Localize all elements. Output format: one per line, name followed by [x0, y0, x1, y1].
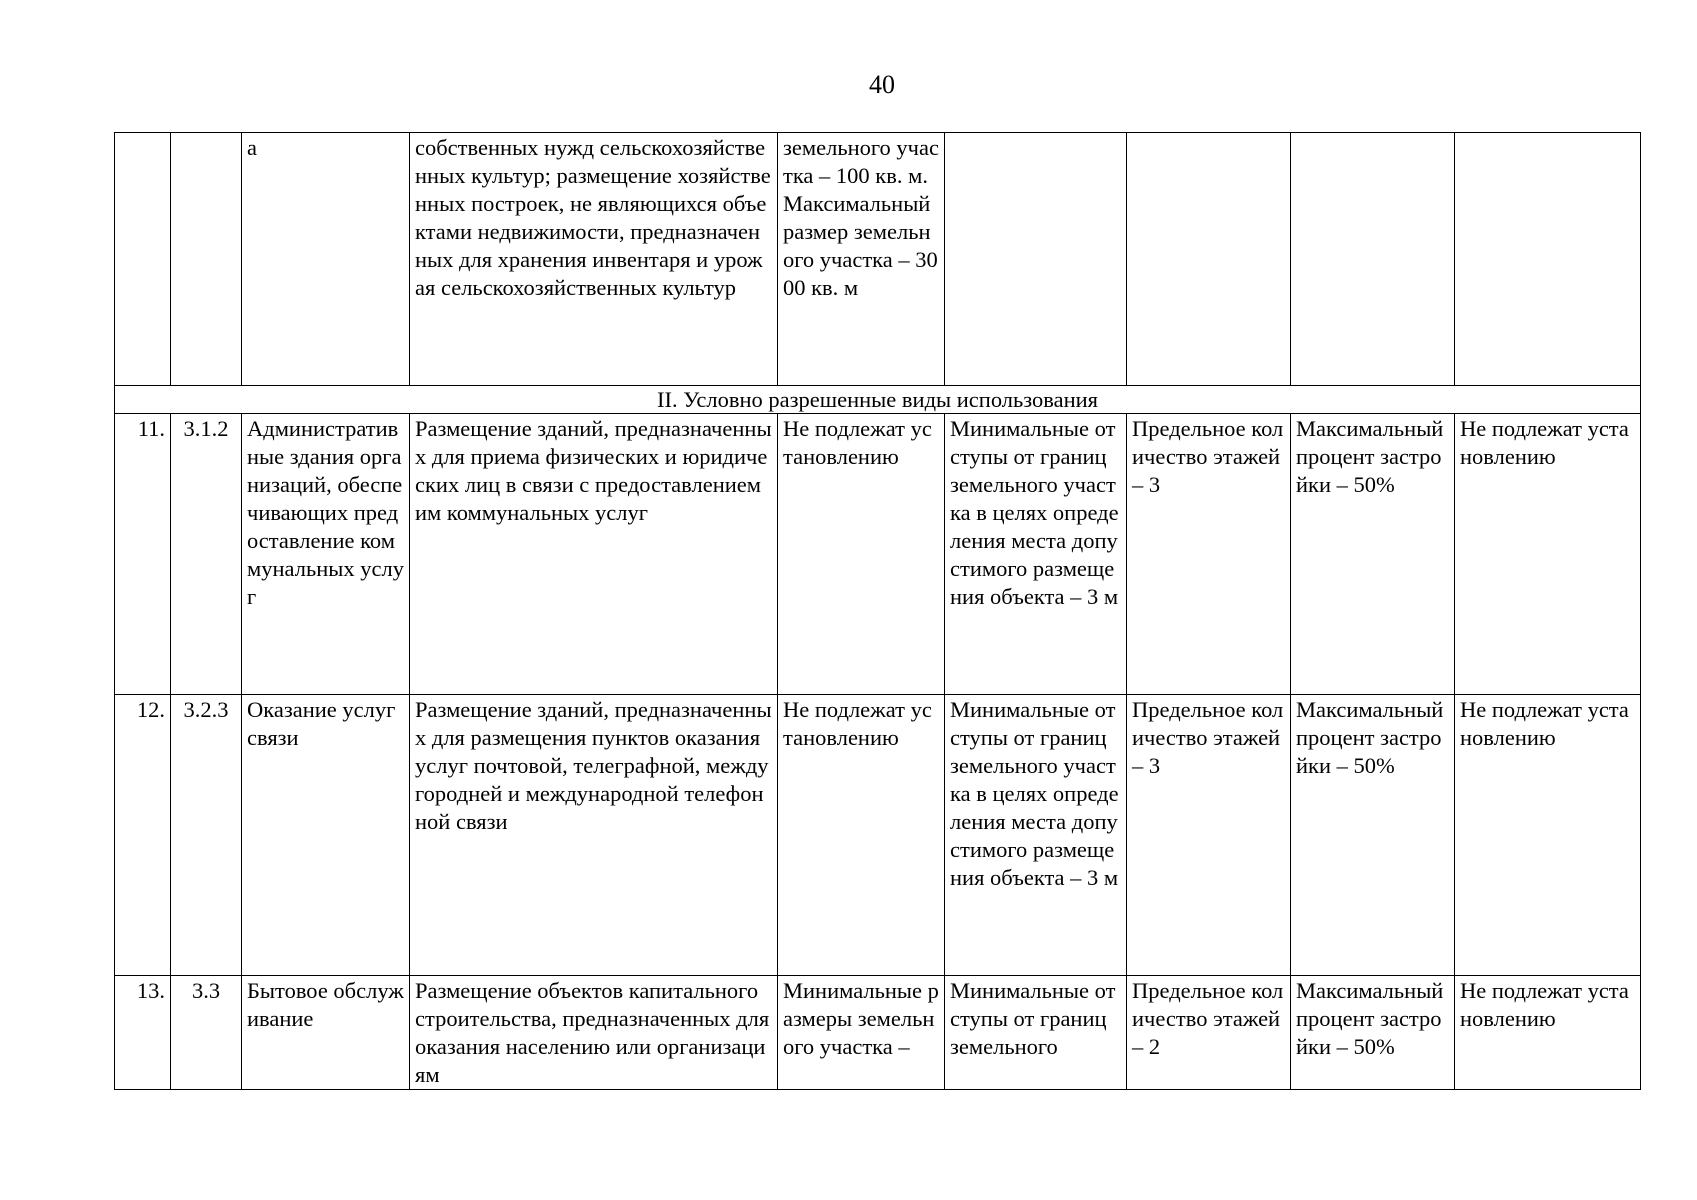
setbacks-cell: Минимальные отступы от границ земельного участка в целях определения места допустимого размещения объекта – 3 м [945, 414, 1127, 695]
coverage-cell: Максимальный процент застройки – 50% [1291, 976, 1455, 1090]
floors-cell: Предельное количество этажей – 2 [1127, 976, 1291, 1090]
coverage-cell [1291, 133, 1455, 386]
use-description-cell: Размещение объектов капитального строительства, предназначенных для оказания населению или организациям [410, 976, 778, 1090]
page-number: 40 [869, 70, 895, 99]
classifier-code-cell: 3.2.3 [171, 695, 242, 976]
use-type-name-cell: а [242, 133, 410, 386]
plot-size-cell: Не подлежат установлению [778, 695, 945, 976]
classifier-code-cell: 3.3 [171, 976, 242, 1090]
row-number-cell: 13. [115, 976, 171, 1090]
classifier-code-cell [171, 133, 242, 386]
setbacks-cell [945, 133, 1127, 386]
classifier-code-cell: 3.1.2 [171, 414, 242, 695]
plot-size-cell: Не подлежат установлению [778, 414, 945, 695]
use-type-name-cell: Бытовое обслуживание [242, 976, 410, 1090]
setbacks-cell: Минимальные отступы от границ земельного участка в целях определения места допустимого размещения объекта – 3 м [945, 695, 1127, 976]
plot-size-cell: земельного участка – 100 кв. м. Максимальный размер земельного участка – 3000 кв. м [778, 133, 945, 386]
land-use-regulations-table [114, 132, 1641, 1090]
table-row [115, 133, 1641, 386]
row-number-cell: 11. [115, 414, 171, 695]
table-row [115, 695, 1641, 976]
section-title: II. Условно разрешенные виды использования [115, 386, 1641, 414]
coverage-cell: Максимальный процент застройки – 50% [1291, 695, 1455, 976]
row-number-cell: 12. [115, 695, 171, 976]
other-params-cell: Не подлежат установлению [1455, 414, 1641, 695]
row-number-cell [115, 133, 171, 386]
other-params-cell: Не подлежат установлению [1455, 695, 1641, 976]
use-type-name-cell: Оказание услуг связи [242, 695, 410, 976]
use-description-cell: Размещение зданий, предназначенных для приема физических и юридических лиц в связи с предоставлением им коммунальных услуг [410, 414, 778, 695]
use-description-cell: собственных нужд сельскохозяйственных культур; размещение хозяйственных построек, не являющихся объектами недвижимости, предназначенных для хранения инвентаря и урожая сельскохозяйственных культур [410, 133, 778, 386]
floors-cell: Предельное количество этажей – 3 [1127, 695, 1291, 976]
floors-cell [1127, 133, 1291, 386]
table-row [115, 414, 1641, 695]
coverage-cell: Максимальный процент застройки – 50% [1291, 414, 1455, 695]
table-row [115, 976, 1641, 1090]
use-type-name-cell: Административные здания организаций, обеспечивающих предоставление коммунальных услуг [242, 414, 410, 695]
use-description-cell: Размещение зданий, предназначенных для размещения пунктов оказания услуг почтовой, телеграфной, междугородней и международной телефонной связи [410, 695, 778, 976]
setbacks-cell: Минимальные отступы от границ земельного [945, 976, 1127, 1090]
section-header-row [115, 386, 1641, 414]
plot-size-cell: Минимальные размеры земельного участка – [778, 976, 945, 1090]
other-params-cell: Не подлежат установлению [1455, 976, 1641, 1090]
floors-cell: Предельное количество этажей – 3 [1127, 414, 1291, 695]
other-params-cell [1455, 133, 1641, 386]
